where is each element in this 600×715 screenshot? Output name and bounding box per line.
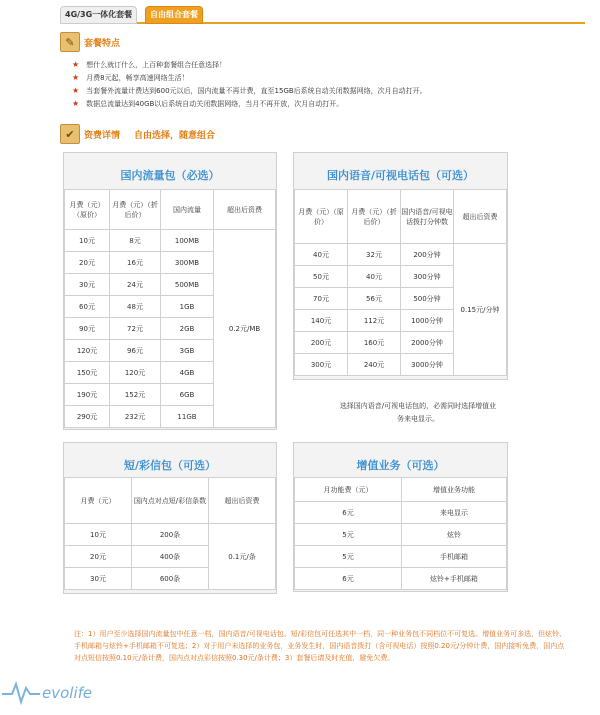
footnote: 注：1）用户至少选择国内流量包中任意一档，国内语音/可视电话包、短/彩信包可任选其中一档，同一种业务包不同档位不可复选。增值业务可多选，但炫铃、手机邮箱与炫铃+手机邮箱不可复选；2）对于用户未选择的业务包，业务发生时，国内语音拨打（含可视电话）按照0.20元/分钟计费，国内接听免费，国内点对点短信按照0.10元/条计费，国内点对点彩信按照0.30元/条计费；3）套餐后请及时充值，避免欠费。 (74, 630, 567, 662)
features-header (60, 32, 120, 52)
table-cell: 3000分钟 (401, 354, 454, 376)
data-pack-panel (63, 152, 277, 430)
table-row (295, 524, 507, 546)
data-pack-title: 国内流量包（必选） (120, 169, 220, 182)
table-cell: 240元 (348, 354, 401, 376)
voice-pack-title: 国内语音/可视电话包（可选） (326, 169, 475, 182)
table-row (295, 190, 507, 244)
table-cell: 300MB (161, 252, 214, 274)
table-row (295, 478, 507, 502)
tab-4g3g-package[interactable]: 4G/3G一体化套餐 (60, 6, 137, 24)
table-cell: 120元 (110, 362, 161, 384)
table-cell: 8元 (110, 230, 161, 252)
watermark-text: evolife (42, 684, 93, 702)
star-icon: ★ (72, 99, 80, 108)
table-row (295, 568, 507, 590)
voice-pack-table (294, 189, 507, 376)
tab-free-combo-package[interactable]: 自由组合套餐 (145, 6, 203, 24)
table-row (295, 502, 507, 524)
fees-title: 资费详情 (84, 130, 121, 141)
col-header: 月功能费（元） (295, 478, 402, 502)
table-cell: 2000分钟 (401, 332, 454, 354)
table-cell: 5元 (295, 524, 402, 546)
table-row (65, 478, 276, 524)
table-cell: 3GB (161, 340, 214, 362)
table-cell: 4GB (161, 362, 214, 384)
checklist-icon: ✔ (60, 124, 80, 144)
table-cell: 40元 (348, 266, 401, 288)
table-cell: 500分钟 (401, 288, 454, 310)
table-row (65, 524, 276, 546)
table-cell: 32元 (348, 244, 401, 266)
voice-pack-note: 选择国内语音/可视电话包的，必需同时选择增值业务来电显示。 (339, 402, 497, 423)
table-row (65, 230, 276, 252)
table-cell: 160元 (348, 332, 401, 354)
voice-pack-panel (293, 152, 508, 380)
col-header: 月费（元）（原价） (65, 190, 110, 230)
table-cell: 232元 (110, 406, 161, 428)
table-cell: 72元 (110, 318, 161, 340)
sms-pack-table (64, 477, 276, 590)
table-cell: 152元 (110, 384, 161, 406)
table-cell: 6GB (161, 384, 214, 406)
table-row (65, 190, 276, 230)
table-cell: 200分钟 (401, 244, 454, 266)
table-row (295, 546, 507, 568)
table-cell: 400条 (132, 546, 209, 568)
col-header: 月费（元） (65, 478, 132, 524)
star-icon: ★ (72, 60, 80, 69)
table-cell: 300元 (295, 354, 348, 376)
col-header: 国内语音/可视电话拨打分钟数 (401, 190, 454, 244)
table-cell: 10元 (65, 230, 110, 252)
table-cell: 炫铃+手机邮箱 (402, 568, 507, 590)
table-cell: 2GB (161, 318, 214, 340)
table-cell: 112元 (348, 310, 401, 332)
table-cell: 60元 (65, 296, 110, 318)
fees-header (60, 124, 215, 144)
col-header: 超出后资费 (454, 190, 507, 244)
table-cell: 16元 (110, 252, 161, 274)
table-cell: 90元 (65, 318, 110, 340)
notepad-icon: ✎ (60, 32, 80, 52)
voice-overage: 0.15元/分钟 (454, 244, 507, 376)
data-overage: 0.2元/MB (214, 230, 276, 428)
col-header: 月费（元）（折后价） (110, 190, 161, 230)
table-cell: 24元 (110, 274, 161, 296)
table-cell: 来电显示 (402, 502, 507, 524)
table-cell: 100MB (161, 230, 214, 252)
tab-bar (60, 6, 585, 24)
table-cell: 30元 (65, 568, 132, 590)
vas-panel (293, 442, 508, 592)
table-cell: 120元 (65, 340, 110, 362)
vas-title: 增值业务（可选） (356, 459, 445, 472)
col-header: 月费（元）（原价） (295, 190, 348, 244)
col-header: 超出后资费 (214, 190, 276, 230)
table-cell: 150元 (65, 362, 110, 384)
table-cell: 600条 (132, 568, 209, 590)
feature-item: ★ 想什么就订什么，上百种套餐组合任意选择！ (72, 60, 227, 69)
table-cell: 30元 (65, 274, 110, 296)
table-cell: 200条 (132, 524, 209, 546)
feature-item: ★ 当套餐外流量计费达到600元以后，国内流量不再计费，直至15GB后系统自动关闭数据网络，次月自动打开。 (72, 86, 427, 95)
table-cell: 40元 (295, 244, 348, 266)
evolife-watermark (0, 672, 118, 708)
table-cell: 70元 (295, 288, 348, 310)
table-cell: 50元 (295, 266, 348, 288)
table-cell: 6元 (295, 502, 402, 524)
table-row (295, 244, 507, 266)
fees-subtitle: 自由选择，随意组合 (134, 130, 216, 141)
col-header: 增值业务功能 (402, 478, 507, 502)
col-header: 月费（元）（折后价） (348, 190, 401, 244)
sms-pack-title: 短/彩信包（可选） (123, 459, 217, 472)
table-cell: 96元 (110, 340, 161, 362)
col-header: 国内流量 (161, 190, 214, 230)
vas-table (294, 477, 507, 590)
table-cell: 48元 (110, 296, 161, 318)
table-cell: 1GB (161, 296, 214, 318)
table-cell: 炫铃 (402, 524, 507, 546)
feature-item: ★ 数据总流量达到40GB以后系统自动关闭数据网络，当月不再开放，次月自动打开。 (72, 99, 344, 108)
table-cell: 290元 (65, 406, 110, 428)
table-cell: 500MB (161, 274, 214, 296)
star-icon: ★ (72, 86, 80, 95)
table-cell: 手机邮箱 (402, 546, 507, 568)
table-cell: 6元 (295, 568, 402, 590)
table-cell: 140元 (295, 310, 348, 332)
table-cell: 300分钟 (401, 266, 454, 288)
features-title: 套餐特点 (84, 38, 121, 49)
col-header: 国内点对点短/彩信条数 (132, 478, 209, 524)
table-cell: 5元 (295, 546, 402, 568)
col-header: 超出后资费 (209, 478, 276, 524)
star-icon: ★ (72, 73, 80, 82)
table-cell: 20元 (65, 252, 110, 274)
table-cell: 20元 (65, 546, 132, 568)
table-cell: 56元 (348, 288, 401, 310)
table-cell: 10元 (65, 524, 132, 546)
features-list (72, 58, 592, 110)
data-pack-table (64, 189, 276, 428)
sms-overage: 0.1元/条 (209, 524, 276, 590)
table-cell: 1000分钟 (401, 310, 454, 332)
table-cell: 11GB (161, 406, 214, 428)
feature-item: ★ 月费8元起，畅享高速网络生活！ (72, 73, 189, 82)
sms-pack-panel (63, 442, 277, 594)
table-cell: 200元 (295, 332, 348, 354)
table-cell: 190元 (65, 384, 110, 406)
